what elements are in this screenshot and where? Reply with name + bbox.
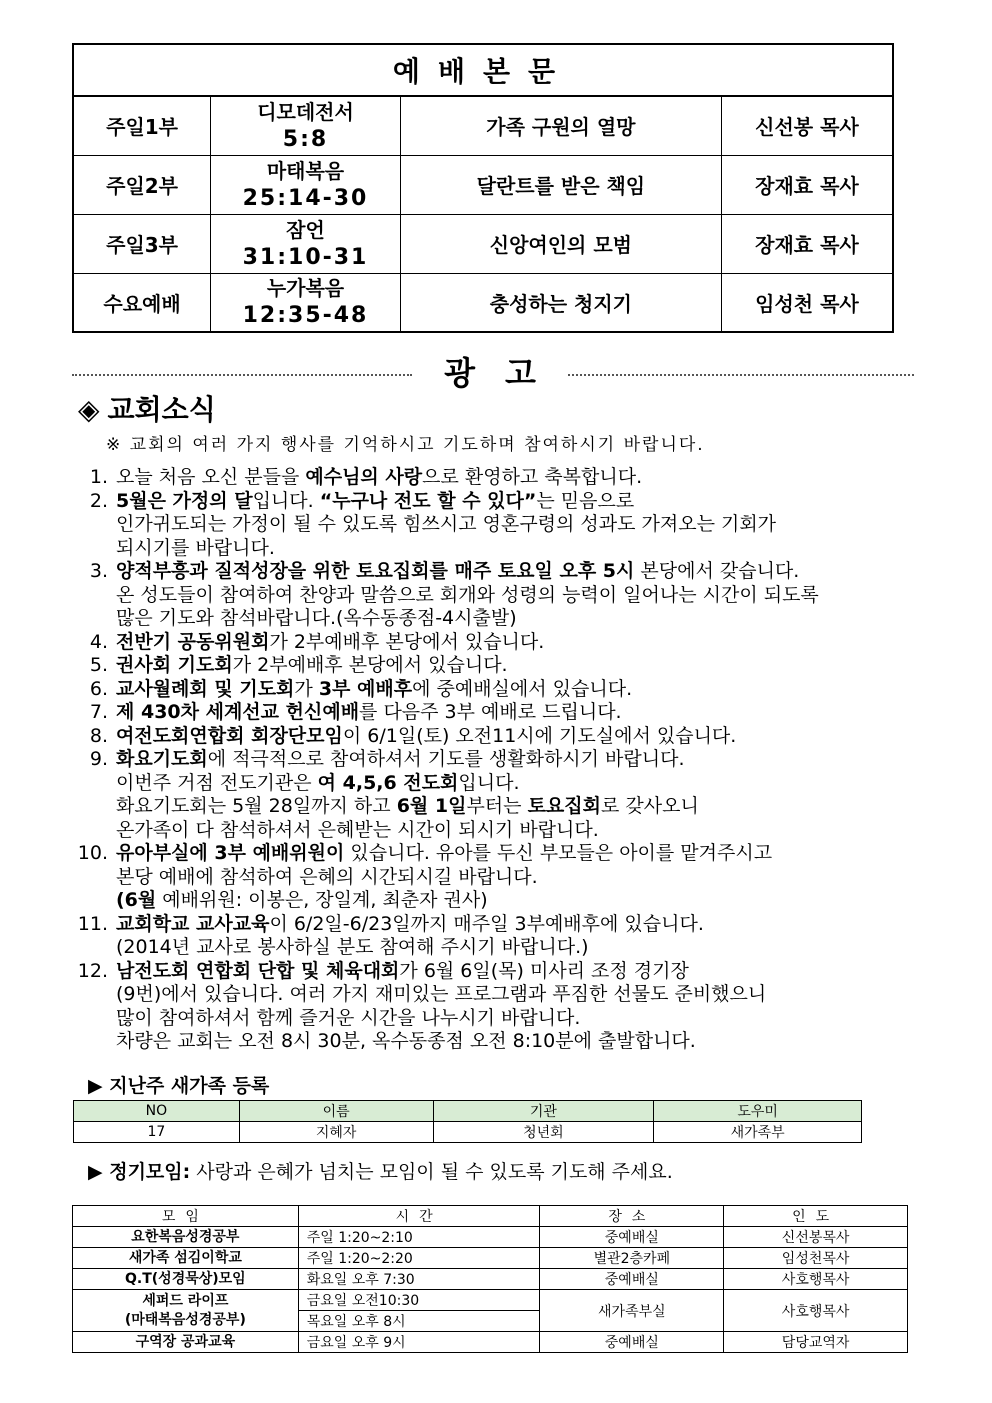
item-text: [116, 748, 930, 842]
item-text: [116, 678, 930, 702]
scripture: [211, 214, 401, 273]
item-number: 2.: [89, 489, 108, 512]
item-text: [116, 631, 930, 655]
worship-title: 예배본문: [73, 44, 893, 96]
meeting-name-line: 요한복음성경공부: [131, 1228, 240, 1245]
scripture-book: 잠언: [286, 217, 325, 242]
service-name: 주일3부: [73, 214, 211, 273]
plain-text: 많은 기도와 참석바랍니다.(옥수동종점-4시출발): [116, 607, 517, 629]
emphasis-text: 토요집회: [527, 795, 601, 817]
worship-row: [73, 273, 893, 332]
news-item: [70, 913, 930, 960]
meeting-name-line: 세퍼드 라이프: [142, 1292, 229, 1309]
meeting-leader: 사호행목사: [724, 1269, 908, 1290]
item-line: [116, 654, 930, 678]
ads-title: 광고: [444, 354, 566, 392]
sermon-title: 달란트를 받은 책임: [400, 155, 721, 214]
meeting-name: [73, 1290, 299, 1332]
sermon-title: 가족 구원의 열망: [400, 96, 721, 155]
news-list: [70, 466, 930, 1054]
emphasis-text: (6월: [116, 889, 157, 911]
meetings-table: [72, 1205, 908, 1353]
item-line: [116, 842, 930, 866]
plain-text: (9번)에서 있습니다. 여러 가지 재미있는 프로그램과 푸짐한 선물도 준비했으니: [116, 983, 767, 1005]
meeting-time: 금요일 오후 9시: [298, 1332, 540, 1353]
plain-text: 이번주 거점 전도기관은: [116, 771, 318, 794]
emphasis-text: 5월은 가정의 달: [116, 489, 253, 512]
item-number: 10.: [77, 842, 108, 864]
item-number: 12.: [77, 959, 108, 982]
item-line: [116, 889, 930, 913]
column-header: 장소: [540, 1206, 724, 1227]
plain-text: 가 2부예배후 본당에서 있습니다.: [232, 654, 508, 676]
worship-table: [72, 43, 894, 333]
emphasis-text: 화요기도회: [116, 748, 208, 770]
news-item: [70, 701, 930, 725]
item-line: [116, 513, 930, 537]
plain-text: 오늘 처음 오신 분들을: [116, 466, 306, 488]
table-row: [74, 1122, 862, 1143]
news-item: [70, 466, 930, 490]
item-line: [116, 748, 930, 772]
item-line: [116, 537, 930, 561]
divider-right: [568, 374, 914, 376]
item-line: [116, 866, 930, 890]
item-number: 11.: [77, 912, 108, 935]
plain-text: 입니다.: [458, 771, 520, 794]
item-line: [116, 631, 930, 655]
meeting-place: 중예배실: [540, 1332, 724, 1353]
item-number: 7.: [89, 701, 108, 723]
news-note: ※ 교회의 여러 가지 행사를 기억하시고 기도하며 참여하시기 바랍니다.: [106, 435, 705, 455]
table-cell: 지혜자: [239, 1122, 433, 1143]
emphasis-text: 교회학교 교사교육: [116, 912, 270, 935]
worship-row: [73, 96, 893, 155]
plain-text: 부터는: [466, 795, 528, 817]
plain-text: 가 2부예배후 본당에서 있습니다.: [269, 630, 545, 653]
service-name: 수요예배: [73, 273, 211, 332]
item-text: [116, 913, 930, 960]
emphasis-text: 남전도회 연합회 단합 및 체육대회: [116, 959, 400, 982]
plain-text: 가: [294, 677, 319, 700]
item-text: [116, 466, 930, 490]
meeting-place: 새가족부실: [540, 1290, 724, 1332]
meeting-place: 중예배실: [540, 1269, 724, 1290]
meeting-name-line: (마태복음성경공부): [124, 1311, 246, 1328]
item-line: [116, 490, 930, 514]
plain-text: 차량은 교회는 오전 8시 30분, 옥수동종점 오전 8:10분에 출발합니다.: [116, 1030, 696, 1052]
meeting-time: 금요일 오전10:30: [298, 1290, 540, 1311]
emphasis-text: 유아부실에 3부 예배위원이: [116, 842, 345, 864]
item-line: [116, 607, 930, 631]
plain-text: 온 성도들이 참여하여 찬양과 말씀으로 회개와 성령의 능력이 일어나는 시간이 되도록: [116, 583, 819, 606]
news-item: [70, 725, 930, 749]
meeting-leader: 신선봉목사: [724, 1227, 908, 1248]
plain-text: 화요기도회는 5월 28일까지 하고: [116, 795, 397, 817]
item-text: [116, 701, 930, 725]
item-text: [116, 725, 930, 749]
item-number: 1.: [89, 466, 108, 488]
column-header: NO: [74, 1101, 240, 1122]
preacher: 장재효 목사: [721, 214, 893, 273]
meetings-heading: [88, 1157, 673, 1184]
plain-text: 로 갖사오니: [600, 795, 699, 817]
scripture-verse: 12:35-48: [242, 303, 369, 329]
plain-text: 를 다음주 3부 예배로 드립니다.: [359, 701, 622, 723]
scripture-book: 마태복음: [266, 158, 345, 183]
service-name: 주일2부: [73, 155, 211, 214]
news-title: 교회소식: [107, 393, 216, 426]
table-row: [73, 1290, 908, 1311]
news-item: [70, 842, 930, 913]
item-line: [116, 1007, 930, 1031]
meeting-time: 주일 1:20~2:10: [298, 1227, 540, 1248]
item-line: [116, 960, 930, 984]
scripture-verse: 31:10-31: [242, 244, 369, 270]
scripture: [211, 273, 401, 332]
meeting-name: [73, 1269, 299, 1290]
item-text: [116, 490, 930, 561]
table-cell: 17: [74, 1122, 240, 1143]
item-number: 9.: [89, 748, 108, 770]
emphasis-text: 양적부흥과 질적성장을 위한 토요집회를 매주 토요일 오후 5시: [116, 560, 635, 582]
plain-text: 이 6/1일(토) 오전11시에 기도실에서 있습니다.: [342, 724, 737, 747]
new-family-table: [73, 1100, 862, 1143]
table-row: [73, 1269, 908, 1290]
item-line: [116, 819, 930, 843]
emphasis-text: 6월 1일: [396, 795, 467, 817]
emphasis-text: 권사회 기도회: [116, 654, 233, 676]
item-line: [116, 983, 930, 1007]
meetings-heading-text: 사랑과 은혜가 넘치는 모임이 될 수 있도록 기도해 주세요.: [190, 1161, 673, 1183]
emphasis-text: 여 4,5,6 전도회: [317, 771, 459, 794]
scripture-book: 누가복음: [266, 276, 345, 301]
scripture-verse: 25:14-30: [242, 185, 369, 211]
scripture-book: 디모데전서: [257, 99, 354, 124]
item-text: [116, 960, 930, 1054]
sermon-title: 충성하는 청지기: [400, 273, 721, 332]
emphasis-text: 예수님의 사랑: [305, 466, 423, 488]
news-item: [70, 490, 930, 561]
item-line: [116, 936, 930, 960]
item-line: [116, 678, 930, 702]
plain-text: 있습니다. 유아를 두신 부모들은 아이를 맡겨주시고: [344, 842, 773, 864]
plain-text: 는 믿음으로: [536, 489, 635, 512]
table-cell: 새가족부: [654, 1122, 862, 1143]
news-item: [70, 631, 930, 655]
meeting-time: 주일 1:20~2:20: [298, 1248, 540, 1269]
item-number: 4.: [89, 630, 108, 653]
meeting-time: 목요일 오후 8시: [298, 1311, 540, 1332]
plain-text: 많이 참여하셔서 함께 즐거운 시간을 나누시기 바랍니다.: [116, 1006, 581, 1029]
plain-text: (2014년 교사로 봉사하실 분도 참여해 주시기 바랍니다.): [116, 936, 589, 958]
emphasis-text: 여전도회연합회 회장단모임: [116, 724, 343, 747]
news-heading: [78, 388, 216, 428]
emphasis-text: 제 430차 세계선교 헌신예배: [116, 701, 360, 723]
news-item: [70, 654, 930, 678]
news-item: [70, 960, 930, 1054]
item-text: [116, 654, 930, 678]
plain-text: 본당에서 갖습니다.: [634, 560, 800, 582]
plain-text: 이 6/2일-6/23일까지 매주일 3부예배후에 있습니다.: [269, 912, 704, 935]
item-line: [116, 560, 930, 584]
meeting-leader: 임성천목사: [724, 1248, 908, 1269]
plain-text: 되시기를 바랍니다.: [116, 536, 275, 559]
meeting-place: 중예배실: [540, 1227, 724, 1248]
column-header: 인도: [724, 1206, 908, 1227]
item-line: [116, 466, 930, 490]
item-line: [116, 795, 930, 819]
service-name: 주일1부: [73, 96, 211, 155]
news-item: [70, 560, 930, 631]
meeting-name: [73, 1248, 299, 1269]
plain-text: 입니다.: [252, 489, 320, 512]
column-header: 기관: [433, 1101, 654, 1122]
item-line: [116, 913, 930, 937]
scripture-verse: 5:8: [282, 126, 329, 152]
preacher: 임성천 목사: [721, 273, 893, 332]
item-line: [116, 1030, 930, 1054]
meeting-leader: 담당교역자: [724, 1332, 908, 1353]
news-item: [70, 678, 930, 702]
item-line: [116, 725, 930, 749]
column-header: 도우미: [654, 1101, 862, 1122]
item-text: [116, 842, 930, 913]
item-line: [116, 772, 930, 796]
item-number: 6.: [89, 677, 108, 700]
meeting-time: 화요일 오후 7:30: [298, 1269, 540, 1290]
plain-text: 가 6월 6일(목) 미사리 조정 경기장: [399, 959, 689, 982]
scripture: [211, 155, 401, 214]
plain-text: 에 적극적으로 참여하셔서 기도를 생활화하시기 바랍니다.: [207, 748, 685, 770]
column-header: 이름: [239, 1101, 433, 1122]
table-cell: 청년회: [433, 1122, 654, 1143]
emphasis-text: 전반기 공동위원회: [116, 630, 270, 653]
column-header: 시간: [298, 1206, 540, 1227]
table-row: [73, 1248, 908, 1269]
plain-text: 인가귀도되는 가정이 될 수 있도록 힘쓰시고 영혼구령의 성과도 가져오는 기회가: [116, 513, 777, 535]
ads-heading: [72, 348, 914, 392]
meeting-name: [73, 1227, 299, 1248]
emphasis-text: “누구나 전도 할 수 있다”: [319, 489, 537, 512]
meeting-place: 별관2층카페: [540, 1248, 724, 1269]
news-item: [70, 748, 930, 842]
item-line: [116, 584, 930, 608]
scripture: [211, 96, 401, 155]
table-row: [73, 1332, 908, 1353]
new-family-heading: ▶ 지난주 새가족 등록: [88, 1075, 270, 1097]
worship-row: [73, 214, 893, 273]
emphasis-text: 3부 예배후: [318, 677, 413, 700]
plain-text: 에 중예배실에서 있습니다.: [412, 677, 633, 700]
plain-text: 본당 예배에 참석하여 은혜의 시간되시길 바랍니다.: [116, 865, 538, 888]
plain-text: 온가족이 다 참석하셔서 은혜받는 시간이 되시기 바랍니다.: [116, 818, 599, 841]
preacher: 신선봉 목사: [721, 96, 893, 155]
diamond-icon: ◈: [78, 393, 100, 426]
plain-text: 예배위원: 이봉은, 장일계, 최춘자 권사): [156, 889, 488, 911]
meeting-name-line: 구역장 공과교육: [135, 1333, 236, 1350]
meeting-name-line: 새가족 섬김이학교: [128, 1249, 242, 1266]
worship-row: [73, 155, 893, 214]
item-text: [116, 560, 930, 631]
item-number: 3.: [89, 560, 108, 582]
divider-left: [72, 374, 412, 376]
item-number: 8.: [89, 724, 108, 747]
item-line: [116, 701, 930, 725]
meeting-leader: 사호행목사: [724, 1290, 908, 1332]
plain-text: 으로 환영하고 축복합니다.: [422, 466, 643, 488]
sermon-title: 신앙여인의 모범: [400, 214, 721, 273]
emphasis-text: 교사월례회 및 기도회: [116, 677, 295, 700]
preacher: 장재효 목사: [721, 155, 893, 214]
item-number: 5.: [89, 654, 108, 676]
column-header: 모임: [73, 1206, 299, 1227]
table-row: [73, 1227, 908, 1248]
meeting-name: [73, 1332, 299, 1353]
meetings-heading-label: ▶ 정기모임:: [88, 1161, 191, 1183]
meeting-name-line: Q.T(성경묵상)모임: [125, 1270, 246, 1287]
